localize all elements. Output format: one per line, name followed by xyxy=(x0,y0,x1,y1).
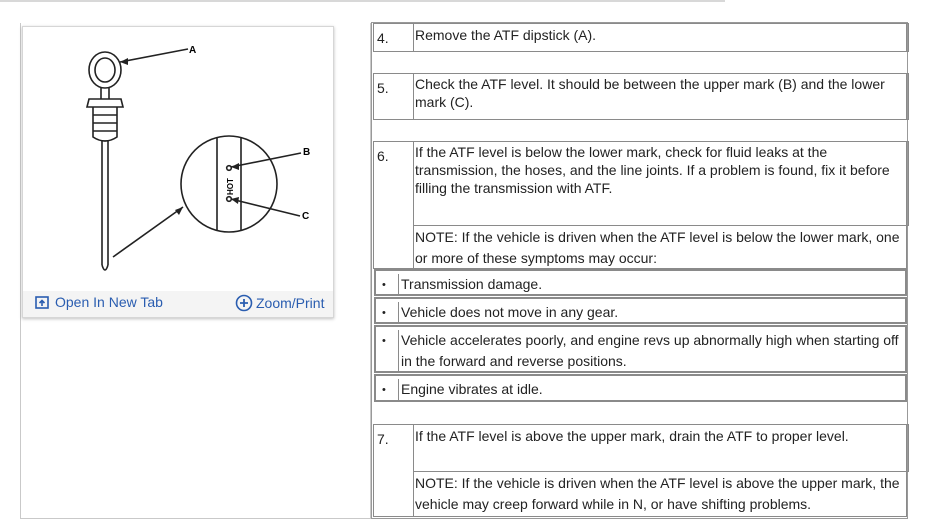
step-row xyxy=(373,73,907,120)
dipstick-figure xyxy=(22,26,334,318)
bullet-icon: • xyxy=(382,307,386,319)
list-item xyxy=(374,374,907,402)
bullet-icon: • xyxy=(382,384,386,396)
open-new-tab-label: Open In New Tab xyxy=(55,294,163,310)
list-item xyxy=(374,269,907,296)
bullet-icon: • xyxy=(382,335,386,347)
bullet-icon: • xyxy=(382,279,386,291)
plus-circle-icon xyxy=(235,294,253,312)
list-item-text: Engine vibrates at idle. xyxy=(398,379,901,400)
step-note: NOTE: If the vehicle is driven when the ATF level is below the lower mark, one or more of these symptoms may occur: xyxy=(415,229,900,266)
step-row xyxy=(373,141,907,269)
step-text: If the ATF level is below the lower mark, check for fluid leaks at the transmission, the hoses, and the line joints. If a problem is found, fix it before filling the transmission with ATF. xyxy=(415,144,890,196)
zoom-print-label: Zoom/Print xyxy=(256,295,325,311)
dipstick-illustration xyxy=(23,27,333,293)
step-text-cell xyxy=(413,424,909,472)
external-link-icon xyxy=(35,295,49,309)
callout-b: B xyxy=(303,147,311,158)
hot-label: HOT xyxy=(226,178,235,195)
step-row xyxy=(373,424,907,517)
step-number: 5. xyxy=(377,80,389,96)
list-item-text: Vehicle does not move in any gear. xyxy=(398,302,901,323)
open-new-tab-button[interactable] xyxy=(35,294,163,310)
list-item xyxy=(374,325,907,373)
step-row xyxy=(373,23,907,52)
step-note-cell xyxy=(413,472,909,517)
step-text: If the ATF level is above the upper mark, drain the ATF to proper level. xyxy=(415,428,849,444)
top-divider xyxy=(0,0,725,2)
step-text-cell xyxy=(413,23,909,52)
step-note: NOTE: If the vehicle is driven when the ATF level is above the upper mark, the vehicle may creep forward while in N, or have shifting problems. xyxy=(415,475,900,512)
list-item-text: Transmission damage. xyxy=(398,274,901,295)
list-item-text: Vehicle accelerates poorly, and engine revs up abnormally high when starting off in the forward and reverse positions. xyxy=(398,330,901,372)
callout-c: C xyxy=(302,211,310,222)
figure-toolbar xyxy=(23,291,333,317)
step-note-cell xyxy=(413,226,909,270)
step-number: 4. xyxy=(377,30,389,46)
step-text: Remove the ATF dipstick (A). xyxy=(415,27,597,43)
step-number: 6. xyxy=(377,148,389,164)
procedure-table xyxy=(371,22,908,519)
step-text-cell xyxy=(413,73,909,120)
zoom-print-button[interactable] xyxy=(235,294,324,312)
callout-a: A xyxy=(189,45,197,56)
list-item xyxy=(374,297,907,324)
step-text: Check the ATF level. It should be between the upper mark (B) and the lower mark (C). xyxy=(415,76,885,110)
step-number: 7. xyxy=(377,431,389,447)
step-text-cell xyxy=(413,141,909,226)
